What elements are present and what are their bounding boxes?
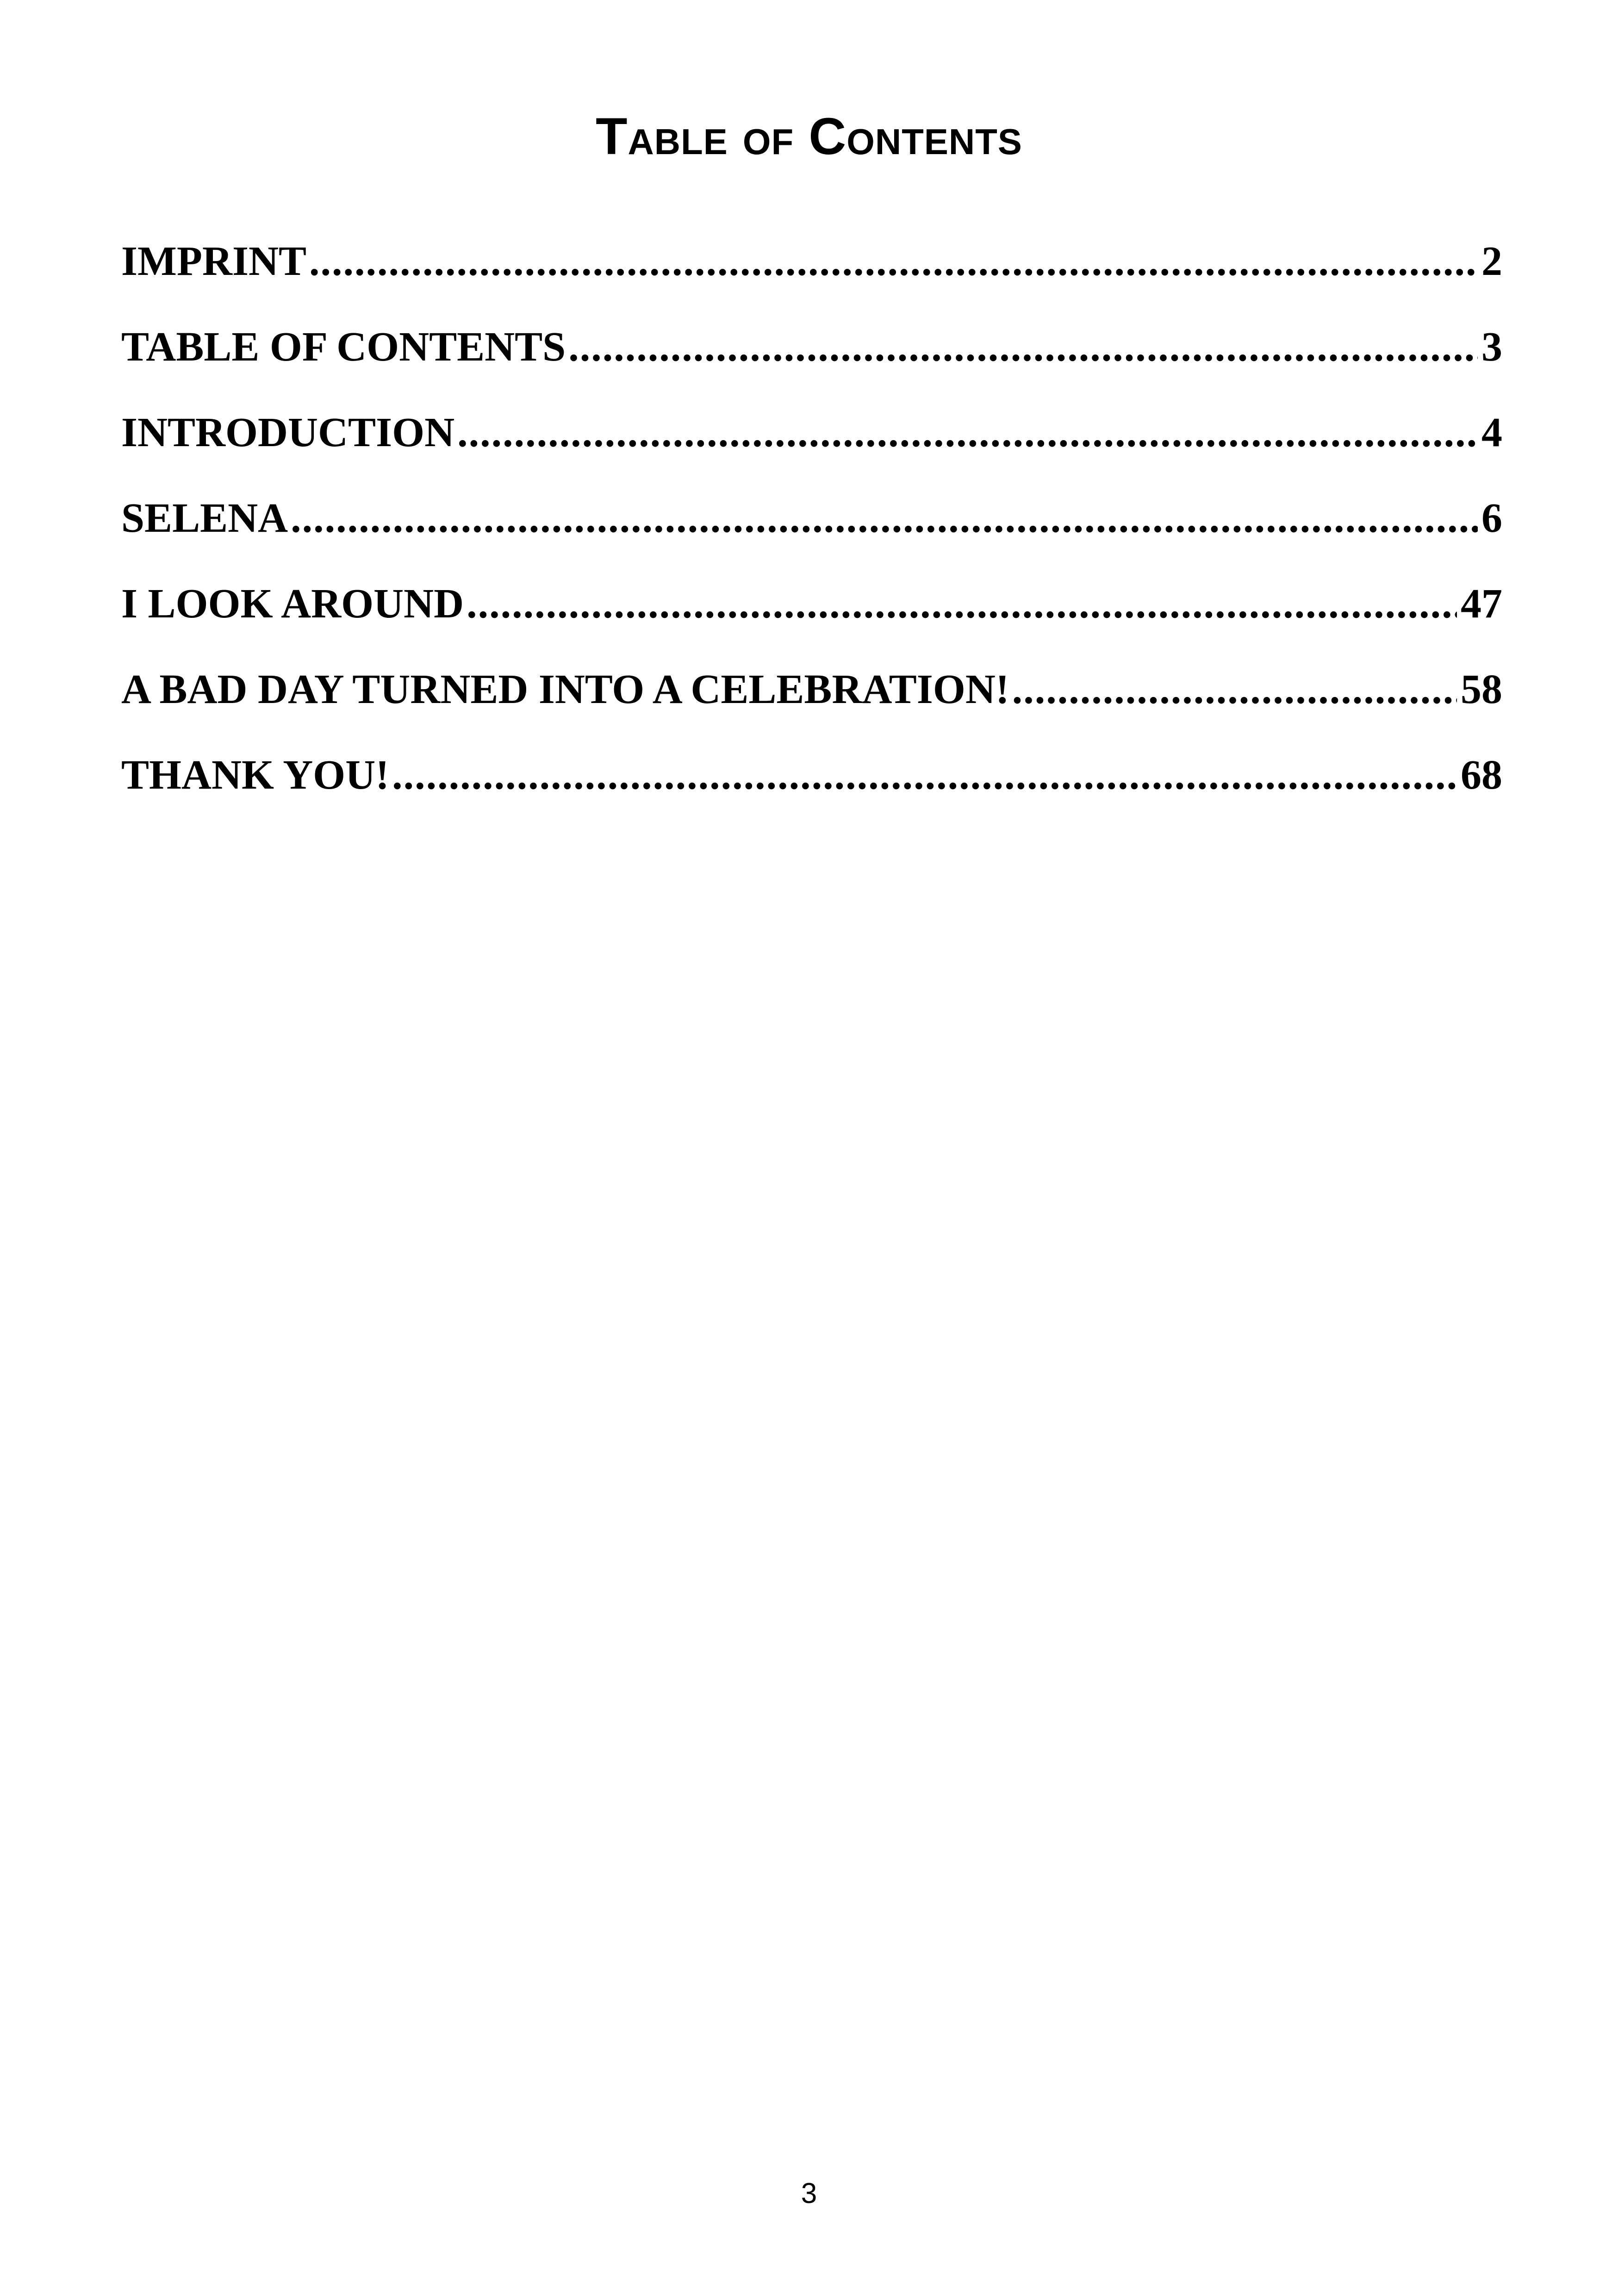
toc-entry-thank-you[interactable]	[121, 745, 1502, 831]
toc-entry-table-of-contents[interactable]	[121, 317, 1502, 403]
toc-entry-title: THANK YOU!	[121, 752, 390, 798]
toc-entry-title: IMPRINT	[121, 238, 306, 284]
toc-dot-leader	[467, 574, 1457, 634]
toc-dot-leader	[457, 403, 1478, 463]
toc-entry-selena[interactable]	[121, 488, 1502, 574]
toc-entry-i-look-around[interactable]	[121, 574, 1502, 660]
toc-dot-leader	[309, 231, 1478, 292]
table-of-contents	[121, 231, 1502, 831]
toc-entry-bad-day-celebration[interactable]	[121, 660, 1502, 745]
toc-entry-title: INTRODUCTION	[121, 410, 455, 455]
toc-entry-title: SELENA	[121, 495, 288, 541]
page-number: 3	[801, 2178, 817, 2209]
toc-dot-leader	[568, 317, 1478, 377]
toc-dot-leader	[1012, 660, 1457, 720]
toc-entry-page: 58	[1461, 666, 1502, 712]
toc-entry-page: 4	[1481, 410, 1502, 455]
toc-entry-title: TABLE OF CONTENTS	[121, 324, 566, 370]
toc-dot-leader	[392, 745, 1457, 805]
page-title: Table of Contents	[596, 107, 1022, 165]
toc-entry-title: I LOOK AROUND	[121, 581, 464, 627]
toc-entry-title: A BAD DAY TURNED INTO A CELEBRATION!	[121, 666, 1009, 712]
toc-entry-page: 47	[1461, 581, 1502, 627]
toc-entry-page: 6	[1481, 495, 1502, 541]
toc-entry-page: 68	[1461, 752, 1502, 798]
toc-dot-leader	[291, 488, 1478, 548]
toc-entry-page: 2	[1481, 238, 1502, 284]
toc-entry-page: 3	[1481, 324, 1502, 370]
toc-entry-imprint[interactable]	[121, 231, 1502, 317]
toc-entry-introduction[interactable]	[121, 403, 1502, 488]
